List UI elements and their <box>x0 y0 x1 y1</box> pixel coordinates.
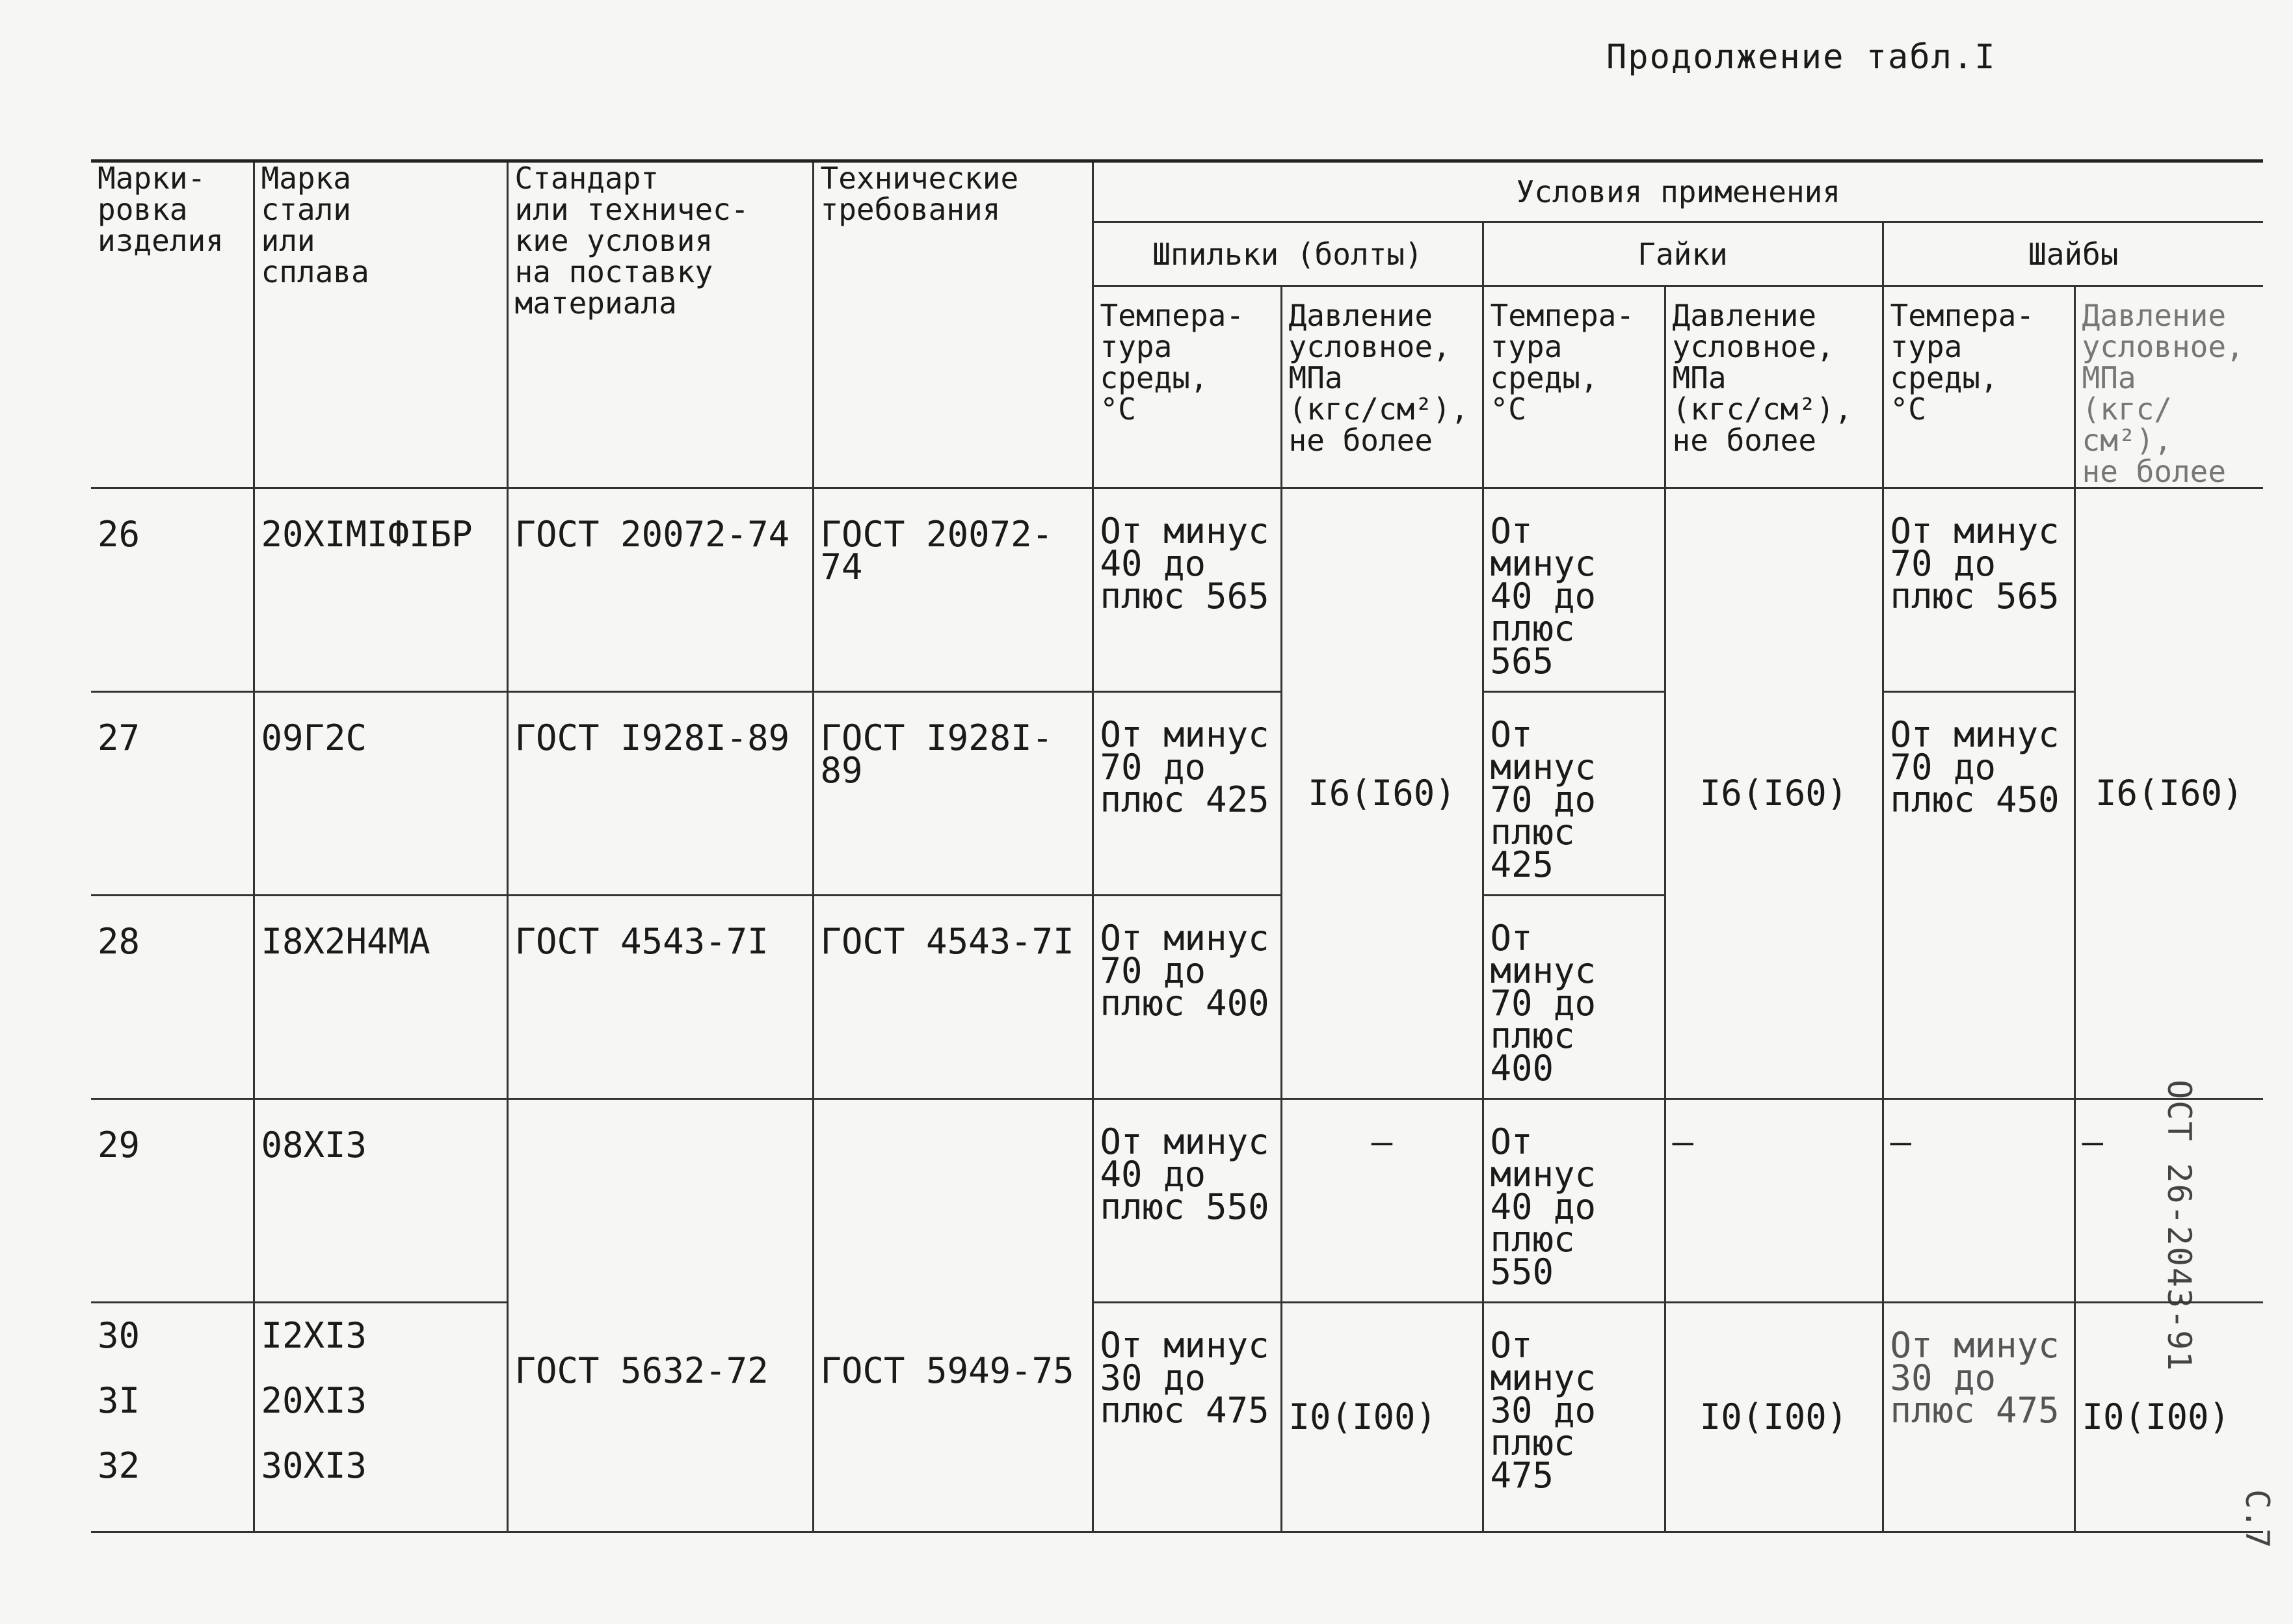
row-stud-temp: От минус 30 до плюс 475 <box>1093 1303 1281 1532</box>
document-code: ОСТ 26-2043-91 <box>2160 1080 2198 1372</box>
row-grades <box>254 1303 507 1532</box>
page-number: С.7 <box>2238 1489 2276 1549</box>
row-nut-temp: От минус 70 до плюс 400 <box>1483 896 1665 1099</box>
row-grade: 30ХI3 <box>261 1445 367 1486</box>
row-nut-pressure: I0(I00) <box>1665 1303 1883 1532</box>
header-washer-temp: Темпера- тура среды, °С <box>1883 286 2074 488</box>
row-grade: I2ХI3 <box>261 1315 367 1356</box>
row-stud-pressure: I0(I00) <box>1281 1303 1483 1532</box>
row-standard: ГОСТ 4543-7I <box>507 896 813 1099</box>
row-standard: ГОСТ I928I-89 <box>507 692 813 896</box>
nut-pressure-group: I6(I60) <box>1665 488 1883 1099</box>
header-grade: Марка стали или сплава <box>254 161 507 488</box>
row-id: 3I <box>98 1380 140 1421</box>
row-stud-temp: От минус 70 до плюс 400 <box>1093 896 1281 1099</box>
row-grade: 20ХI3 <box>261 1380 367 1421</box>
row-nut-temp: От минус 40 до плюс 550 <box>1483 1099 1665 1303</box>
materials-table <box>91 159 2263 1533</box>
row-stud-temp: От минус 70 до плюс 425 <box>1093 692 1281 896</box>
row-tech: ГОСТ 20072-74 <box>813 488 1093 692</box>
header-marking: Марки- ровка изделия <box>91 161 254 488</box>
row-stud-temp: От минус 40 до плюс 565 <box>1093 488 1281 692</box>
row-washer-temp: От минус 70 до плюс 565 <box>1883 488 2074 692</box>
header-nuts: Гайки <box>1483 222 1883 286</box>
row-tech: ГОСТ I928I-89 <box>813 692 1093 896</box>
header-standard: Стандарт или техничес- кие условия на поставку материала <box>507 161 813 488</box>
row-stud-temp: От минус 40 до плюс 550 <box>1093 1099 1281 1303</box>
header-nut-temp: Темпера- тура среды, °С <box>1483 286 1665 488</box>
row-id: 29 <box>91 1099 254 1303</box>
header-studs: Шпильки (болты) <box>1093 222 1483 286</box>
row-washer-pressure: I0(I00) <box>2074 1303 2263 1532</box>
header-conditions: Условия применения <box>1093 161 2263 222</box>
header-nut-pressure: Давление условное, МПа (кгс/см²), не более <box>1665 286 1883 488</box>
row-standard: ГОСТ 5632-72 <box>507 1099 813 1532</box>
row-grade: 20ХIМIФIБР <box>254 488 507 692</box>
row-washer-pressure: – <box>2074 1099 2263 1303</box>
washer-pressure-group: I6(I60) <box>2074 488 2263 1099</box>
table-row <box>91 1099 2263 1303</box>
row-id: 32 <box>98 1445 140 1486</box>
table-caption: Продолжение табл.I <box>1606 38 1996 77</box>
row-nut-pressure: – <box>1665 1099 1883 1303</box>
row-standard: ГОСТ 20072-74 <box>507 488 813 692</box>
row-grade: I8Х2Н4МА <box>254 896 507 1099</box>
stud-pressure-group: I6(I60) <box>1281 488 1483 1099</box>
row-nut-temp: От минус 70 до плюс 425 <box>1483 692 1665 896</box>
header-washers: Шайбы <box>1883 222 2263 286</box>
row-grade: 09Г2С <box>254 692 507 896</box>
header-stud-temp: Темпера- тура среды, °С <box>1093 286 1281 488</box>
row-id: 27 <box>91 692 254 896</box>
row-nut-temp: От минус 30 до плюс 475 <box>1483 1303 1665 1532</box>
row-washer-temp: От минус 70 до плюс 450 <box>1883 692 2074 1099</box>
header-stud-pressure: Давление условное, МПа (кгс/см²), не более <box>1281 286 1483 488</box>
row-grade: 08ХI3 <box>254 1099 507 1303</box>
row-washer-temp: – <box>1883 1099 2074 1303</box>
row-tech: ГОСТ 4543-7I <box>813 896 1093 1099</box>
header-washer-pressure: Давление условное, МПа (кгс/см²), не более <box>2074 286 2263 488</box>
row-id: 30 <box>98 1315 140 1356</box>
row-id: 28 <box>91 896 254 1099</box>
row-washer-temp: От минус 30 до плюс 475 <box>1883 1303 2074 1532</box>
row-id: 26 <box>91 488 254 692</box>
row-stud-pressure: – <box>1281 1099 1483 1303</box>
header-tech-requirements: Технические требования <box>813 161 1093 488</box>
table-row <box>91 488 2263 692</box>
table-row <box>91 692 2263 896</box>
row-ids <box>91 1303 254 1532</box>
row-nut-temp: От минус 40 до плюс 565 <box>1483 488 1665 692</box>
table-row <box>91 1303 2263 1532</box>
row-tech: ГОСТ 5949-75 <box>813 1099 1093 1532</box>
